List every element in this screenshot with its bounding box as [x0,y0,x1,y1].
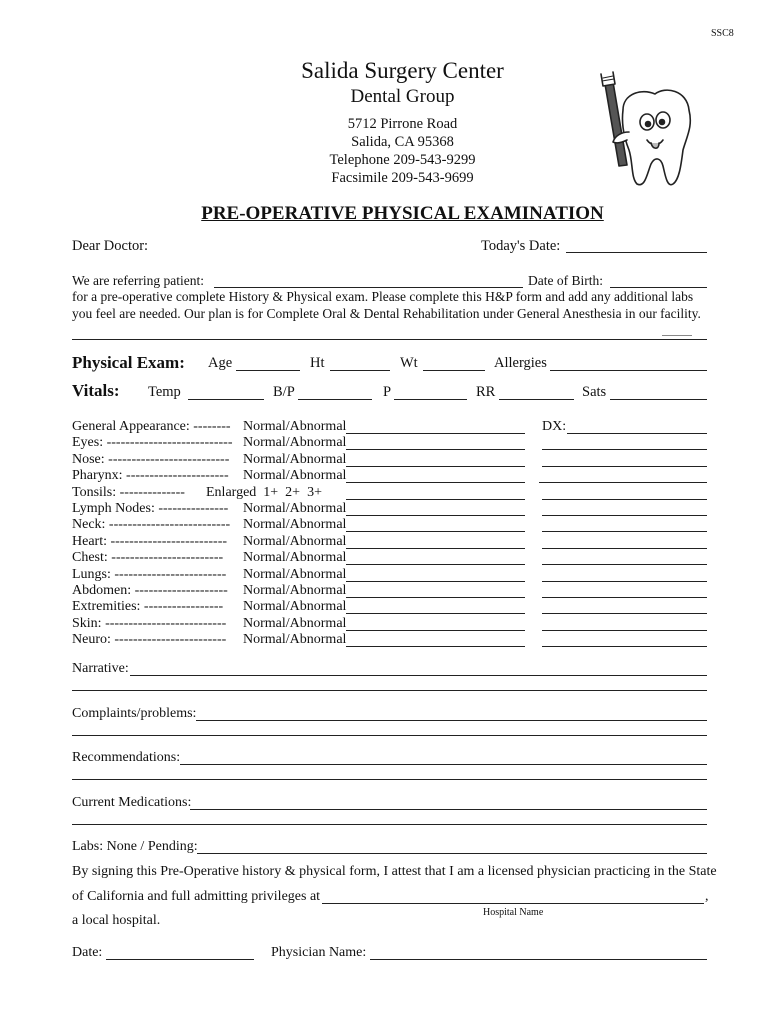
system-notes-field[interactable] [346,597,525,598]
system-option[interactable]: Normal/Abnormal [243,419,347,434]
facsimile: Facsimile 209-543-9699 [331,170,474,186]
dx-field[interactable] [542,597,707,598]
system-notes-field[interactable] [346,581,525,582]
narrative-label: Narrative: [72,661,129,676]
dx-field[interactable] [542,613,707,614]
attestation-line-3: a local hospital. [72,913,161,928]
dx-field[interactable] [542,646,707,647]
system-notes-field[interactable] [346,482,525,483]
temp-field[interactable] [188,399,264,400]
form-title: PRE-OPERATIVE PHYSICAL EXAMINATION [201,203,604,224]
rr-label: RR [476,384,496,400]
system-option[interactable]: Normal/Abnormal [243,567,347,582]
intro-line-1: for a pre-operative complete History & Physical exam. Please complete this H&P form and add any additional labs [72,289,694,304]
system-label: Tonsils: -------------- [72,485,185,500]
separator-mark [662,335,692,336]
dx-field[interactable] [542,515,707,516]
age-label: Age [208,355,233,371]
system-label: Extremities: ----------------- [72,599,224,614]
weight-field[interactable] [423,370,485,371]
system-notes-field[interactable] [346,630,525,631]
hospital-name-caption: Hospital Name [483,907,544,918]
salutation: Dear Doctor: [72,238,149,254]
allergies-label: Allergies [494,355,547,371]
referring-label: We are referring patient: [72,273,204,288]
temp-label: Temp [148,384,181,400]
allergies-field[interactable] [550,370,707,371]
height-label: Ht [310,355,325,371]
system-notes-field[interactable] [346,548,525,549]
bp-label: B/P [273,384,295,400]
weight-label: Wt [400,355,418,371]
dob-label: Date of Birth: [528,273,603,288]
telephone: Telephone 209-543-9299 [329,152,476,168]
labs-label: Labs: None / Pending: [72,839,198,854]
physician-name-field[interactable] [370,959,707,960]
complaints-field[interactable] [196,720,707,721]
narrative-field[interactable] [130,675,707,676]
system-option[interactable]: Normal/Abnormal [243,452,347,467]
age-field[interactable] [236,370,300,371]
system-label: Pharynx: ---------------------- [72,468,229,483]
rr-field[interactable] [499,399,574,400]
physician-name-label: Physician Name: [271,945,367,960]
system-option[interactable]: Normal/Abnormal [243,583,347,598]
address-street: 5712 Pirrone Road [347,116,458,132]
system-notes-field[interactable] [346,515,525,516]
system-notes-field[interactable] [346,531,525,532]
dx-field[interactable] [542,499,707,500]
dx-field[interactable] [542,548,707,549]
system-option[interactable]: Normal/Abnormal [243,517,347,532]
dx-field[interactable] [567,433,707,434]
dx-field[interactable] [542,466,707,467]
system-option[interactable]: Normal/Abnormal [243,632,347,647]
todays-date-field[interactable] [566,252,707,253]
recommendations-field-line-2[interactable] [72,779,707,780]
vitals-label: Vitals: [72,381,120,400]
system-notes-field[interactable] [346,449,525,450]
dx-label: DX: [542,419,567,434]
system-option[interactable]: Normal/Abnormal [243,599,347,614]
recommendations-label: Recommendations: [72,750,181,765]
center-name: Salida Surgery Center [301,58,504,83]
system-notes-field[interactable] [346,613,525,614]
system-option[interactable]: Normal/Abnormal [243,501,347,516]
pulse-field[interactable] [394,399,467,400]
address-city: Salida, CA 95368 [351,134,454,150]
bp-field[interactable] [298,399,372,400]
dx-field[interactable] [542,630,707,631]
dx-field[interactable] [542,564,707,565]
system-option[interactable]: Normal/Abnormal [243,550,347,565]
physical-exam-label: Physical Exam: [72,353,185,372]
system-notes-field[interactable] [346,433,525,434]
system-label: Neck: -------------------------- [72,517,231,532]
group-name: Dental Group [350,86,455,107]
date-field[interactable] [106,959,254,960]
system-notes-field[interactable] [346,646,525,647]
medications-field[interactable] [190,809,707,810]
attestation-line-1: By signing this Pre-Operative history & physical form, I attest that I am a licensed physician practicing in the State [72,864,717,879]
system-label: Lungs: ------------------------ [72,567,227,582]
dx-field[interactable] [539,482,707,483]
form-code: SSC8 [711,28,734,39]
system-label: Abdomen: -------------------- [72,583,228,598]
system-option[interactable]: Normal/Abnormal [243,616,347,631]
tooth-with-toothbrush-icon [589,70,701,192]
dx-field[interactable] [542,581,707,582]
system-label: Eyes: --------------------------- [72,435,233,450]
system-label: General Appearance: -------- [72,419,231,434]
system-label: Chest: ------------------------ [72,550,224,565]
recommendations-field[interactable] [180,764,707,765]
complaints-field-line-2[interactable] [72,735,707,736]
complaints-label: Complaints/problems: [72,706,197,721]
separator-line [72,339,707,340]
system-notes-field[interactable] [346,564,525,565]
medications-label: Current Medications: [72,795,192,810]
pulse-label: P [383,384,392,400]
system-option[interactable]: Normal/Abnormal [243,435,347,450]
todays-date-label: Today's Date: [481,238,561,254]
attestation-comma: , [705,889,709,904]
system-label: Nose: -------------------------- [72,452,230,467]
system-option[interactable]: Normal/Abnormal [243,534,347,549]
height-field[interactable] [330,370,390,371]
medications-field-line-2[interactable] [72,824,707,825]
dob-field[interactable] [610,287,707,288]
system-label: Neuro: ------------------------ [72,632,227,647]
system-notes-field[interactable] [346,466,525,467]
system-option[interactable]: Normal/Abnormal [243,468,347,483]
system-option[interactable]: Enlarged 1+ 2+ 3+ [206,485,322,500]
intro-line-2: you feel are needed. Our plan is for Complete Oral & Dental Rehabilitation under General Anesthesia in our facility. [72,306,701,321]
system-label: Heart: ------------------------- [72,534,228,549]
dx-field[interactable] [542,449,707,450]
dx-field[interactable] [542,531,707,532]
attestation-line-2: of California and full admitting privileges at [72,889,321,904]
date-label: Date: [72,945,103,960]
sats-label: Sats [582,384,607,400]
narrative-field-line-2[interactable] [72,690,707,691]
hospital-name-field[interactable] [322,903,704,904]
patient-name-field[interactable] [214,287,523,288]
system-label: Lymph Nodes: --------------- [72,501,229,516]
system-notes-field[interactable] [346,499,525,500]
labs-field[interactable] [197,853,707,854]
system-label: Skin: -------------------------- [72,616,227,631]
sats-field[interactable] [610,399,707,400]
